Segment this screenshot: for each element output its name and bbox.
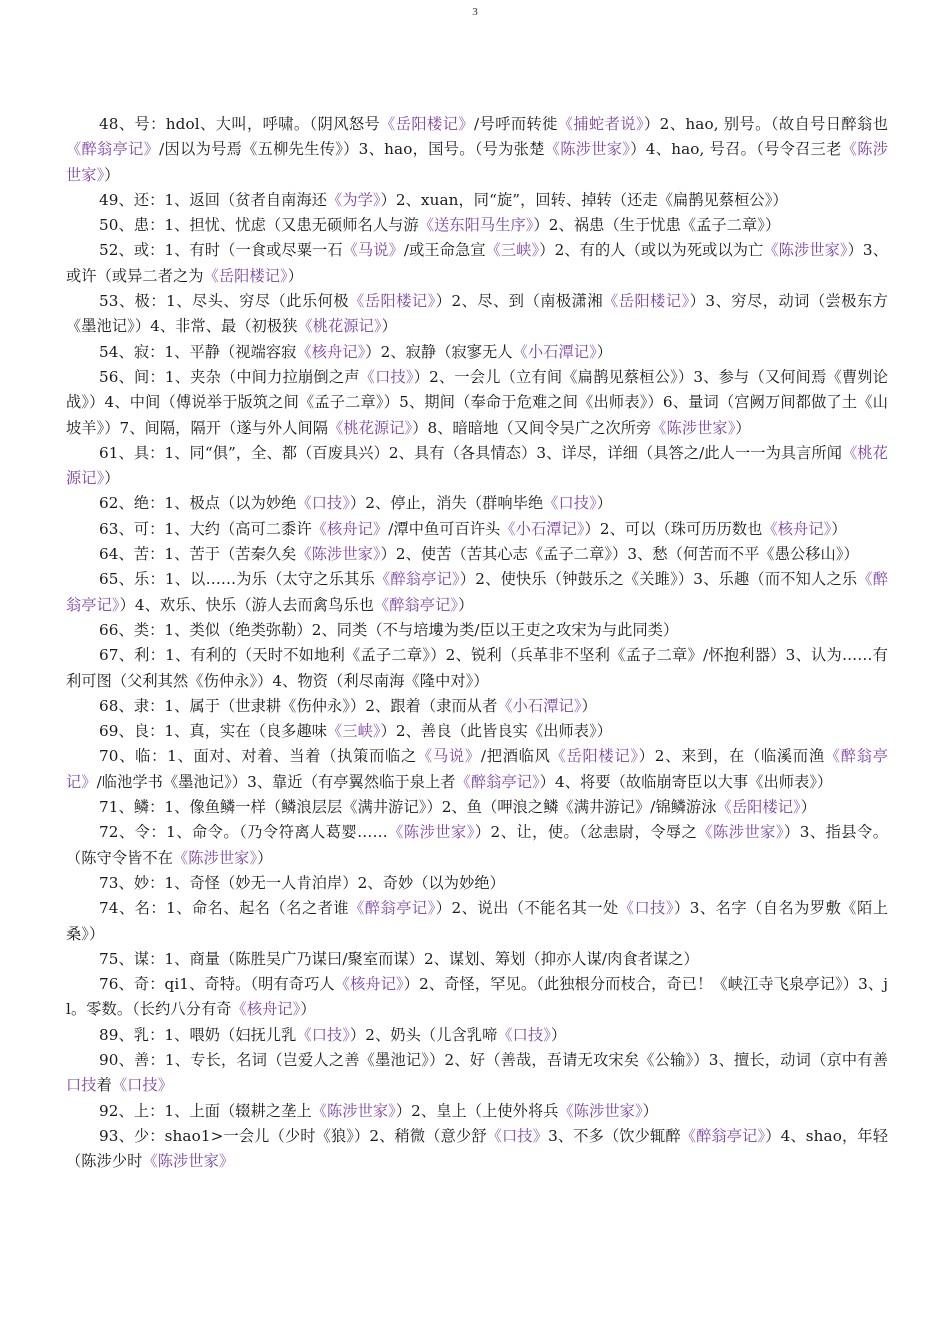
dictionary-entry [66,972,888,1023]
text-reference-link[interactable]: 《口技》 [296,1025,351,1044]
entry-text: /因以为号焉《五柳先生传》）3、hao，国号。（号为张楚 [159,140,545,159]
text-reference-link[interactable]: 《陈涉世家》 [763,241,848,260]
entry-text: /潭中鱼可百许头 [388,519,501,538]
entry-text: ）2、善良（此皆良实《出师表》） [380,722,613,741]
entry-text: 着 [96,1076,112,1095]
text-reference-link[interactable]: 《醉翁亭记》 [680,1126,766,1145]
text-reference-link[interactable]: 《陈涉世家》 [697,823,784,842]
text-reference-link[interactable]: 《陈涉世家》 [558,1101,643,1120]
text-reference-link[interactable]: 《口技》 [543,494,597,513]
text-reference-link[interactable]: 《核舟记》 [311,519,389,538]
text-reference-link[interactable]: 《陈涉世家》 [296,545,381,564]
entry-text: 64、苦：1、苦于（苦秦久矣 [99,545,297,564]
entry-text: 56、间：1、夹杂（中间力拉崩倒之声 [99,367,360,386]
text-reference-link[interactable]: 《陈涉世家》 [387,823,475,842]
page-number: 3 [472,6,478,18]
text-reference-link[interactable]: 《陈涉世家》 [651,418,736,437]
entry-text: ）2、停止，消失（群响毕绝 [350,494,544,513]
entry-text: ）2、有的人（或以为死或以为亡 [539,241,764,260]
dictionary-entry [66,441,888,492]
entry-text: ）3、名字（自名为罗敷《陌上桑》） [66,899,888,943]
entry-text: 89、乳：1、喂奶（妇抚儿乳 [99,1025,297,1044]
dictionary-entry [66,719,888,744]
entry-text: ） [581,696,597,715]
text-reference-link[interactable]: 《岳阳楼记》 [203,266,288,285]
text-reference-link[interactable]: 《醉翁亭记》 [455,772,540,791]
dictionary-entry [66,618,888,643]
entry-text: ）3、或许（或异二者之为 [66,241,889,285]
dictionary-entry [66,542,888,567]
entry-text: /临池学书《墨池记》）3、靠近（有亭翼然临于泉上者 [96,772,456,791]
text-reference-link[interactable]: 《岳阳楼记》 [349,292,436,311]
entry-text: ） [257,848,273,867]
entry-text: 61、具：1、同“俱”，全、都（百废具兴）2、具有（各具情态）3、详尽，详细（具答之/此人一一为具言所闻 [99,443,843,462]
entry-text: ） [287,266,304,285]
dictionary-entry [66,795,888,820]
dictionary-entry [66,947,888,972]
dictionary-entry [66,694,888,719]
dictionary-entry [66,1099,888,1124]
entry-text: ）2、hao, 别号。（故自号日醉翁也 [644,115,888,133]
text-reference-link[interactable]: 《核舟记》 [296,342,366,361]
dictionary-entry [66,491,888,516]
entry-text: ） [596,494,613,513]
text-reference-link[interactable]: 《岳阳楼记》 [603,292,690,311]
entry-text: ） [381,317,397,336]
entry-text: 65、乐：1、以……为乐（太守之乐其乐 [99,570,375,589]
text-reference-link[interactable]: 《岳阳楼记》 [716,798,801,817]
dictionary-entry [66,213,888,238]
entry-text: 67、利：1、有利的（天时不如地利《孟子二章》）2、锐利（兵革非不坚利《孟子二章》/怀抱利器）3、认为……有利可图（父利其然《伤仲永》）4、物资（利尽南海《隆中对》） [66,646,888,690]
dictionary-entry [66,289,888,340]
dictionary-entry [66,744,888,795]
text-reference-link[interactable]: 《小石潭记》 [500,519,585,538]
text-reference-link[interactable]: 《醉翁亭记》 [349,899,436,918]
entry-text: ）2、使快乐（钟鼓乐之《关雎》）3、乐趣（而不知人之乐 [459,570,858,589]
dictionary-entry [66,112,888,188]
text-reference-link[interactable]: 《马说》 [416,747,481,766]
entry-text: 62、绝：1、极点（以为妙绝 [99,494,297,513]
entry-text: ）2、尽、到（南极潇湘 [435,292,604,311]
text-reference-link[interactable]: 《岳阳楼记》 [380,115,474,133]
entry-text: 54、寂：1、平静（视端容寂 [99,342,297,361]
text-reference-link[interactable]: 《核舟记》 [762,519,832,538]
text-reference-link[interactable]: 《口技》 [359,367,414,386]
text-reference-link[interactable]: 《口技》 [497,1025,551,1044]
dictionary-entry [66,365,888,441]
text-reference-link[interactable]: 口技 [66,1076,97,1095]
entry-text: 66、类：1、类似（绝类弥勒）2、同类（不与培塿为类/臣以王吏之攻宋为与此同类） [99,620,679,639]
entry-text: ）2、皇上（上使外将兵 [395,1101,559,1120]
text-reference-link[interactable]: 《陈涉世家》 [544,140,631,159]
entry-text: 53、极：1、尽头、穷尽（此乐何极 [99,292,350,311]
entry-text: ）2、使苦（苦其心志《孟子二章》）3、愁（何苦而不平《愚公移山》） [380,545,859,564]
text-reference-link[interactable]: 《口技》 [486,1126,549,1145]
entry-text: ）8、暗暗地（又间令吴广之次所旁 [412,418,652,437]
text-reference-link[interactable]: 《捕蛇者说》 [557,115,645,133]
entry-text: 76、奇：qi1、奇特。（明有奇巧人 [99,975,335,994]
entry-text: ）2、可以（珠可历历数也 [584,519,763,538]
text-reference-link[interactable]: 《口技》 [618,899,674,918]
text-reference-link[interactable]: 《岳阳楼记》 [550,747,639,766]
text-reference-link[interactable]: 《醉翁亭记》 [66,570,889,614]
entry-text: ）4、将要（故临崩寄臣以大事《出师表》） [539,772,833,791]
entry-text: ）3、穷尽，动词（尝极东方《墨池记》）4、非常、最（初极狭 [66,292,889,336]
entry-text: ）2、奶头（儿含乳啼 [350,1025,498,1044]
entry-text: 73、妙：1、奇怪（妙无一人肯泊岸）2、奇妙（以为妙绝） [99,873,505,892]
entry-text: ） [104,469,120,488]
entry-text: 68、隶：1、属于（世隶耕《伤仲永》）2、跟着（隶而从者 [99,696,498,715]
dictionary-entry [66,340,888,365]
entry-text: /把酒临风 [480,747,551,766]
entry-text: 92、上：1、上面（辍耕之垄上 [99,1101,312,1120]
dictionary-entry [66,188,888,213]
dictionary-entries [66,112,888,1174]
text-reference-link[interactable]: 《陈涉世家》 [66,140,888,184]
entry-text: ） [458,595,474,614]
entry-text: 71、鳞：1、像鱼鳞一样（鳞浪层层《满井游记》）2、鱼（呷浪之鳞《满井游记》/锦鳞游泳 [99,798,717,817]
entry-text: ）2、寂静（寂寥无人 [365,342,513,361]
entry-text: ） [550,1025,567,1044]
entry-text: 74、名：1、命名、起名（名之者谁 [99,899,350,918]
entry-text: 69、良：1、真，实在（良多趣味 [99,722,328,741]
dictionary-entry [66,517,888,542]
entry-text: ） [596,342,613,361]
text-reference-link[interactable]: 《马说》 [342,241,404,260]
entry-text: 3、不多（饮少辄醉 [548,1126,681,1145]
entry-text: ）2、来到，在（临溪而渔 [638,747,825,766]
entry-text: 63、可：1、大约（高可二黍许 [99,519,312,538]
dictionary-entry [66,1124,888,1175]
entry-text: ） [104,165,120,184]
entry-text: ）4、shao，年轻（陈涉少时 [66,1126,888,1171]
entry-text: 70、临：1、面对、对着、当着（执策而临之 [99,747,417,766]
entry-text: ）2、祸患（生于忧患《孟子二章》） [533,216,781,235]
entry-text: ） [800,798,817,817]
dictionary-entry [66,238,888,289]
text-reference-link[interactable]: 《核舟记》 [231,1000,301,1019]
text-reference-link[interactable]: 《醉翁亭记》 [374,570,460,589]
text-reference-link[interactable]: 《桃花源记》 [297,317,382,336]
entry-text: /号呼而转徙 [473,115,558,133]
text-reference-link[interactable]: 《送东阳马生序》 [418,216,534,235]
entry-text: 49、还：1、返回（贫者自南海还 [99,190,328,209]
entry-text: 50、患：1、担忧、忧虑（又患无硕师名人与游 [99,216,419,235]
text-reference-link[interactable]: 《桃花源记》 [66,443,888,488]
entry-text: ）2、xuan，同“旋”，回转、掉转（还走《扁鹊见蔡桓公》） [380,190,788,209]
text-reference-link[interactable]: 《小石潭记》 [497,696,582,715]
text-reference-link[interactable]: 《为学》 [327,190,381,209]
text-reference-link[interactable]: 《醉翁亭记》 [66,140,160,159]
entry-text: ）4、hao, 号召。（号令召三老 [630,140,842,159]
dictionary-entry [66,820,888,871]
entry-text: ） [642,1101,658,1120]
entry-text: 48、号：hdol、大叫，呼啸。（阴风怒号 [99,115,381,133]
entry-text: ）2、让，使。（忿恚尉，令辱之 [474,823,698,842]
text-reference-link[interactable]: 《陈涉世家》 [173,848,258,867]
entry-text: ）4、欢乐、快乐（游人去而禽鸟乐也 [119,595,374,614]
text-reference-link[interactable]: 《三峡》 [327,722,381,741]
entry-text: ） [735,418,751,437]
text-reference-link[interactable]: 《陈涉世家》 [311,1101,396,1120]
text-reference-link[interactable]: 《陈涉世家》 [142,1152,235,1171]
text-reference-link[interactable]: 《醉翁亭记》 [66,747,889,791]
text-reference-link[interactable]: 《核舟记》 [334,975,404,994]
dictionary-entry [66,567,888,618]
text-reference-link[interactable]: 《口技》 [296,494,351,513]
dictionary-entry [66,871,888,896]
entry-text: 75、谋：1、商量（陈胜吴广乃谋曰/聚室而谋）2、谋划、筹划（抑亦人谋/肉食者谋之） [99,949,699,968]
entry-text: 93、少：shao1>一会儿（少时《狼》）2、稍微（意少舒 [99,1126,487,1145]
entry-text: /或王命急宣 [403,241,486,260]
dictionary-entry [66,643,888,694]
text-reference-link[interactable]: 《三峡》 [485,241,540,260]
entry-text: ）3、指县令。（陈守令皆不在 [66,823,888,867]
dictionary-entry [66,896,888,947]
dictionary-entry [66,1023,888,1048]
text-reference-link[interactable]: 《口技》 [111,1076,174,1095]
dictionary-entry [66,1048,888,1099]
entry-text: 52、或：1、有时（一食或尽粟一石 [99,241,343,260]
entry-text: ）2、一会儿（立有间《扁鹊见蔡桓公》）3、参与（又何间焉《曹刿论战》）4、中间（傅说举于版筑之间《孟子二章》）5、期间（奉命于危难之间《出师表》）6、量词（宫阙万间都做了土《山坡羊》）7、间隔，隔开（遂与外人间隔 [66,367,888,437]
entry-text: ）2、说出（不能名其一处 [435,899,619,918]
entry-text: ）2、奇怪，罕见。（此独根分而枝合，奇已！《峡江寺飞泉亭记》）3、jl。零数。（长约八分有奇 [66,975,889,1019]
entry-text: 72、令：1、命令。（乃令符离人葛婴…… [99,823,388,842]
entry-text: ） [300,1000,316,1019]
entry-text: ） [831,519,847,538]
text-reference-link[interactable]: 《醉翁亭记》 [373,595,459,614]
text-reference-link[interactable]: 《小石潭记》 [512,342,597,361]
entry-text: 90、善：1、专长，名词（岂爱人之善《墨池记》）2、好（善哉，吾请无攻宋矣《公输》）3、擅长，动词（京中有善 [99,1050,888,1069]
text-reference-link[interactable]: 《桃花源记》 [328,418,413,437]
